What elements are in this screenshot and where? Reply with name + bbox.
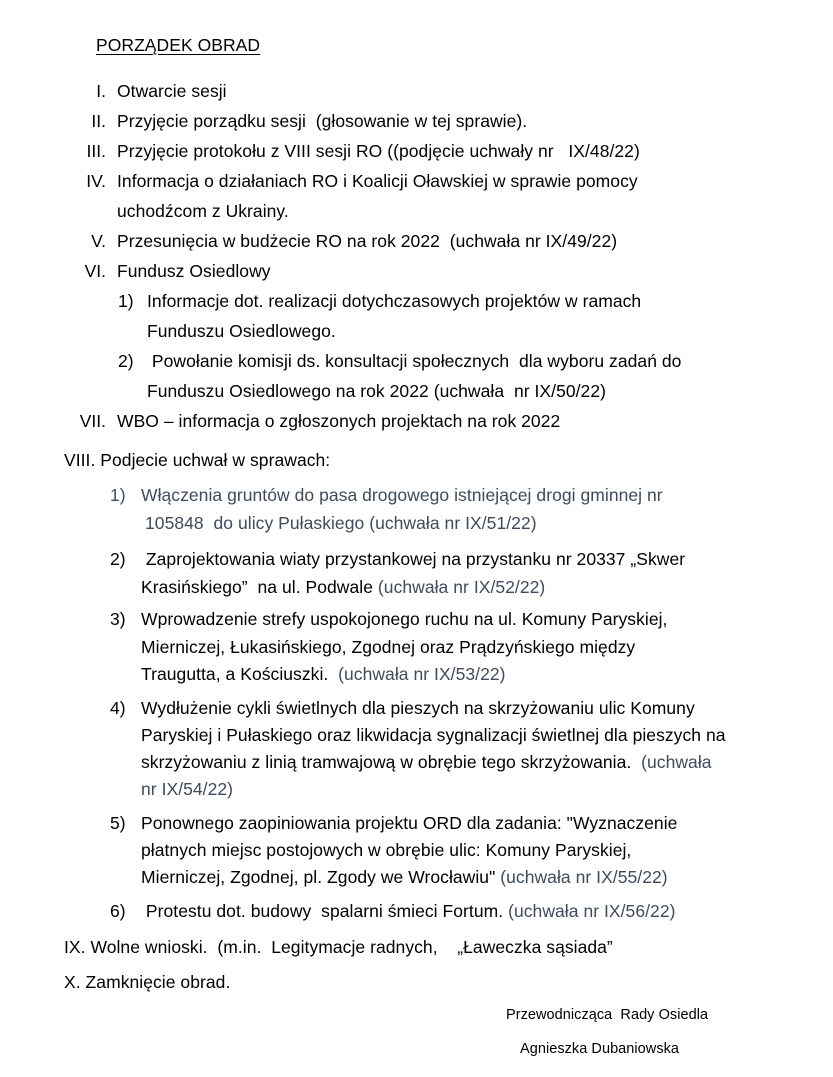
resolution-text: 105848 do ulicy Pułaskiego (uchwała nr IX/51/22) [145, 513, 537, 533]
subitem-text: Funduszu Osiedlowego na rok 2022 (uchwała nr IX/50/22) [147, 381, 606, 401]
item-number: VI. [84, 261, 106, 281]
item-text: Przesunięcia w budżecie RO na rok 2022 (uchwała nr IX/49/22) [117, 231, 618, 251]
resolution-text-part: Mierniczej, Zgodnej, pl. Zgody we Wrocławiu" [141, 867, 501, 887]
section-heading: VIII. Podjecie uchwał w sprawach: [64, 450, 331, 470]
resolution-reference: (uchwała nr IX/56/22) [508, 901, 676, 921]
signature-name: Agnieszka Dubaniowska [520, 1041, 680, 1057]
resolution-reference: nr IX/54/22) [141, 779, 234, 799]
resolution-text-part: Traugutta, a Kościuszki. [141, 664, 339, 684]
item-zamkniecie: X. Zamknięcie obrad. [64, 972, 231, 992]
resolution-reference: (uchwała nr IX/52/22) [377, 577, 546, 597]
resolution-text: Zaprojektowania wiaty przystankowej na przystanku nr 20337 „Skwer [141, 549, 686, 569]
item-text: Otwarcie sesji [117, 81, 227, 101]
subitem-text: Powołanie komisji ds. konsultacji społecznych dla wyboru zadań do [147, 351, 682, 371]
item-number: I. [96, 81, 106, 101]
resolution-text [141, 900, 675, 922]
subitem-text: Informacje dot. realizacji dotychczasowych projektów w ramach [147, 291, 642, 311]
item-text: Fundusz Osiedlowy [117, 261, 271, 281]
item-text: Przyjęcie protokołu z VIII sesji RO ((podjęcie uchwały nr IX/48/22) [117, 141, 640, 161]
item-number: II. [91, 111, 106, 131]
resolution-text-part: skrzyżowaniu z linią tramwajową w obrębie tego skrzyżowania. [141, 752, 642, 772]
resolution-text: Wydłużenie cykli świetlnych dla pieszych na skrzyżowaniu ulic Komuny [141, 698, 695, 718]
resolution-number: 5) [110, 813, 126, 833]
resolution-text: Paryskiej i Pułaskiego oraz likwidacja sygnalizacji świetlnej dla pieszych na [141, 725, 726, 745]
resolution-number: 6) [110, 901, 126, 921]
page-title: PORZĄDEK OBRAD [96, 35, 261, 55]
resolution-text [141, 866, 668, 888]
resolution-number: 3) [110, 609, 126, 629]
item-number: V. [91, 231, 106, 251]
resolution-reference: (uchwała nr IX/53/22) [338, 664, 506, 684]
resolution-reference: (uchwała [641, 752, 712, 772]
resolution-text: Mierniczej, Łukasińskiego, Zgodnej oraz Prądzyńskiego między [141, 637, 636, 657]
item-text: uchodźcom z Ukrainy. [117, 201, 289, 221]
resolution-reference: (uchwała nr IX/55/22) [500, 867, 668, 887]
item-wolne-wnioski: IX. Wolne wnioski. (m.in. Legitymacje radnych, „Ławeczka sąsiada” [64, 937, 613, 957]
resolution-text: Wprowadzenie strefy uspokojonego ruchu na ul. Komuny Paryskiej, [141, 609, 668, 629]
item-number: III. [86, 141, 106, 161]
subitem-number: 2) [118, 351, 134, 371]
resolution-text: Ponownego zaopiniowania projektu ORD dla zadania: "Wyznaczenie [141, 813, 678, 833]
item-text: Przyjęcie porządku sesji (głosowanie w tej sprawie). [117, 111, 528, 131]
item-text: Informacja o działaniach RO i Koalicji Oławskiej w sprawie pomocy [117, 171, 638, 191]
resolution-text-part: Krasińskiego” na ul. Podwale [141, 577, 378, 597]
subitem-number: 1) [118, 291, 134, 311]
item-number: IV. [86, 171, 106, 191]
signature-role: Przewodnicząca Rady Osiedla [506, 1007, 709, 1023]
resolution-text [141, 663, 506, 685]
resolution-number: 4) [110, 698, 126, 718]
resolution-text: płatnych miejsc postojowych w obrębie ulic: Komuny Paryskiej, [141, 840, 632, 860]
resolution-text [141, 576, 545, 598]
item-number: VII. [79, 411, 106, 431]
resolution-number: 1) [110, 485, 126, 505]
resolution-text [141, 751, 712, 773]
subitem-text: Funduszu Osiedlowego. [147, 321, 336, 341]
resolution-number: 2) [110, 549, 126, 569]
resolution-text-part: Protestu dot. budowy spalarni śmieci Fortum. [141, 901, 509, 921]
item-text: WBO – informacja o zgłoszonych projektach na rok 2022 [117, 411, 561, 431]
resolution-text: Włączenia gruntów do pasa drogowego istniejącej drogi gminnej nr [141, 485, 663, 505]
